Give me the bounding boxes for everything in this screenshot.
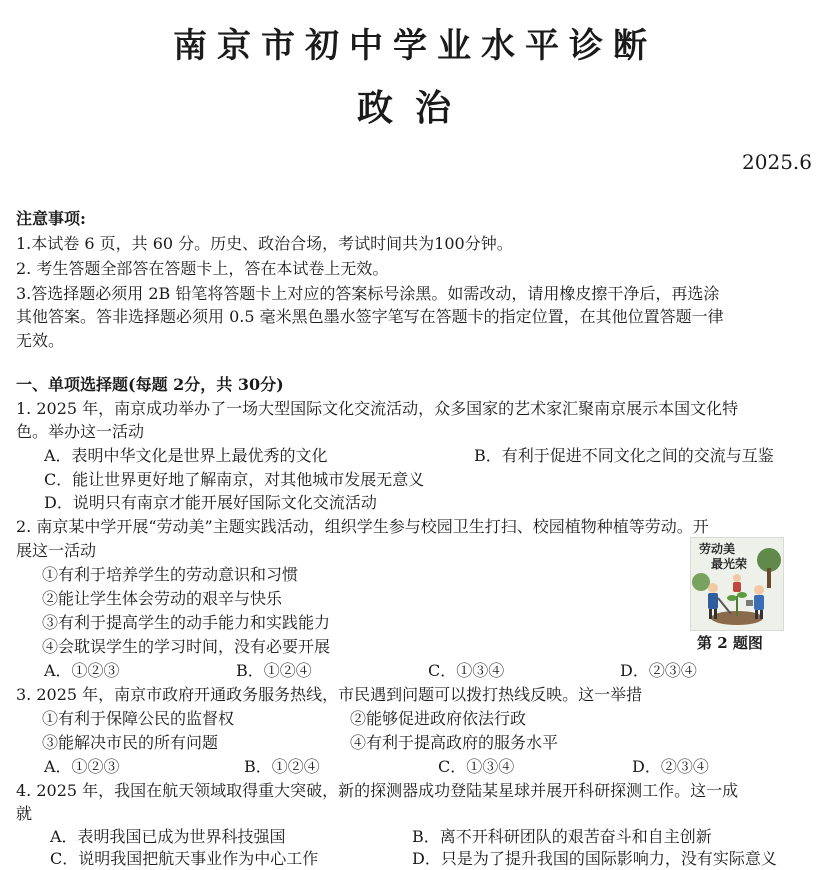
student-right-body	[754, 595, 764, 610]
q4-option-c: C．说明我国把航天事业作为中心工作	[50, 849, 319, 868]
q2-statement-2: ②能让学生体会劳动的艰辛与快乐	[42, 589, 283, 608]
student-right-head	[754, 585, 764, 595]
q4-option-b: B．离不开科研团队的艰苦奋斗和自主创新	[412, 827, 712, 846]
q4-option-a: A．表明我国已成为世界科技强国	[50, 827, 286, 846]
q4-option-d: D．只是为了提升我国的国际影响力，没有实际意义	[412, 849, 777, 868]
q3-statement-3: ③能解决市民的所有问题	[42, 733, 219, 752]
notes-line-2: 2. 考生答题全部答在答题卡上，答在本试卷上无效。	[16, 259, 389, 278]
illustration-slogan-1: 劳动美	[699, 542, 736, 556]
notes-line-3a: 3.答选择题必须用 2B 铅笔将答题卡上对应的答案标号涂黑。如需改动，请用橡皮擦干净后，再选涂	[16, 284, 720, 303]
student-right-leg-2	[760, 610, 763, 619]
q1-stem-line-1: 1. 2025 年，南京成功举办了一场大型国际文化交流活动，众多国家的艺术家汇聚南京展示本国文化特	[16, 399, 739, 418]
notes-heading: 注意事项:	[16, 209, 86, 228]
q2-option-b: B．①②④	[236, 661, 312, 680]
sapling-leaf-left	[727, 595, 737, 601]
q4-stem-line-1: 4. 2025 年，我国在航天领域取得重大突破，新的探测器成功登陆某星球并展开科研探测工作。这一成	[16, 781, 739, 800]
student-center-body	[733, 582, 741, 592]
q2-option-c: C．①③④	[428, 661, 505, 680]
notes-line-3b: 其他答案。答非选择题必须用 0.5 毫米黑色墨水签字笔写在答题卡的指定位置，在其他位置答题一律	[16, 307, 724, 326]
q2-statement-1: ①有利于培养学生的劳动意识和习惯	[42, 565, 299, 584]
q1-option-d: D．说明只有南京才能开展好国际文化交流活动	[44, 493, 377, 512]
q4-stem-line-2: 就	[16, 804, 33, 823]
section-heading: 一、单项选择题(每题 2分，共 30分)	[16, 375, 284, 394]
student-left-leg-2	[714, 609, 717, 619]
q2-statement-3: ③有利于提高学生的动手能力和实践能力	[42, 613, 331, 632]
figure-caption: 第 2 题图	[697, 634, 763, 652]
q2-option-a: A．①②③	[44, 661, 120, 680]
q1-option-b: B．有利于促进不同文化之间的交流与互鉴	[474, 446, 774, 465]
q3-statement-2: ②能够促进政府依法行政	[350, 709, 527, 728]
labor-illustration	[690, 537, 784, 631]
student-left-body	[708, 593, 718, 609]
q2-stem-line-1: 2. 南京某中学开展“劳动美”主题实践活动，组织学生参与校园卫生打扫、校园植物种植等劳动。开	[16, 517, 709, 536]
q3-option-d: D．②③④	[632, 757, 709, 776]
notes-line-1: 1.本试卷 6 页，共 60 分。历史、政治合场，考试时间共为100分钟。	[16, 234, 513, 253]
illustration-slogan-2: 最光荣	[711, 557, 748, 571]
q3-option-c: C．①③④	[438, 757, 515, 776]
student-center-head	[733, 574, 741, 582]
watering-can	[746, 600, 753, 606]
exam-date: 2025.6	[742, 150, 812, 174]
exam-title: 南京市初中学业水平诊断	[173, 26, 657, 66]
q1-option-a: A．表明中华文化是世界上最优秀的文化	[44, 446, 328, 465]
q1-option-c: C．能让世界更好地了解南京，对其他城市发展无意义	[44, 470, 425, 489]
subject-title: 政治	[356, 87, 473, 129]
student-left-leg	[709, 609, 712, 619]
q2-statement-4: ④会耽误学生的学习时间，没有必要开展	[42, 637, 331, 656]
q3-statement-1: ①有利于保障公民的监督权	[42, 709, 235, 728]
student-left-head	[708, 583, 718, 593]
labor-illustration-drawing	[691, 538, 783, 630]
q3-statement-4: ④有利于提高政府的服务水平	[350, 733, 559, 752]
q1-stem-line-2: 色。举办这一活动	[16, 422, 145, 441]
q2-stem-line-2: 展这一活动	[16, 541, 97, 560]
tree-trunk-right	[767, 568, 771, 588]
notes-line-3c: 无效。	[16, 331, 65, 350]
q3-option-b: B．①②④	[244, 757, 320, 776]
q2-option-d: D．②③④	[620, 661, 697, 680]
q3-option-a: A．①②③	[44, 757, 120, 776]
sapling-leaf-right	[737, 592, 747, 598]
q3-stem: 3. 2025 年，南京市政府开通政务服务热线，市民遇到问题可以拨打热线反映。这一举措	[16, 685, 643, 704]
student-right-leg	[755, 610, 758, 619]
tree-canopy-left	[692, 573, 710, 591]
